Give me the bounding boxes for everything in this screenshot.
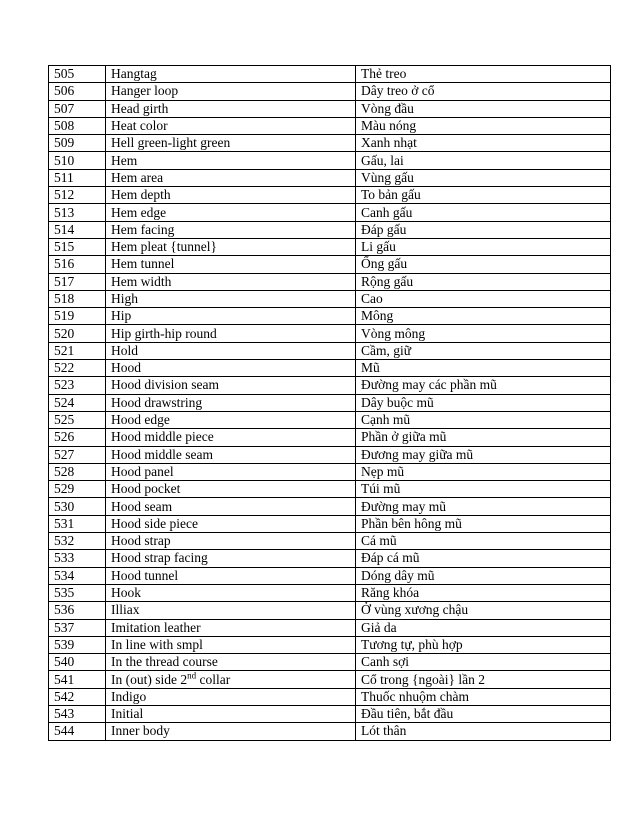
table-row <box>49 567 611 584</box>
english-term: Hem tunnel <box>106 256 356 273</box>
term-number: 544 <box>49 723 106 740</box>
english-term-text: In (out) side 2 <box>111 671 188 687</box>
english-term: Hell green-light green <box>106 135 356 152</box>
english-term: Hood strap <box>106 533 356 550</box>
term-number: 519 <box>49 308 106 325</box>
english-term: Hem <box>106 152 356 169</box>
english-term: Indigo <box>106 688 356 705</box>
table-row <box>49 204 611 221</box>
table-row <box>49 723 611 740</box>
table-row <box>49 515 611 532</box>
term-number: 517 <box>49 273 106 290</box>
term-number: 539 <box>49 636 106 653</box>
vietnamese-term: Gấu, lai <box>356 152 611 169</box>
term-number: 536 <box>49 602 106 619</box>
term-number: 542 <box>49 688 106 705</box>
term-number: 513 <box>49 204 106 221</box>
table-row <box>49 325 611 342</box>
english-term: Hem width <box>106 273 356 290</box>
term-number: 529 <box>49 481 106 498</box>
vietnamese-term: Vòng mông <box>356 325 611 342</box>
english-term: In the thread course <box>106 654 356 671</box>
english-term: Hem facing <box>106 221 356 238</box>
vietnamese-term: Lót thân <box>356 723 611 740</box>
english-term: Hood tunnel <box>106 567 356 584</box>
english-term: Hold <box>106 342 356 359</box>
english-term: Hip girth-hip round <box>106 325 356 342</box>
vietnamese-term: Rộng gấu <box>356 273 611 290</box>
vietnamese-term: Dây treo ở cổ <box>356 83 611 100</box>
table-row <box>49 636 611 653</box>
table-row <box>49 498 611 515</box>
english-term-text-after: collar <box>196 671 231 687</box>
vietnamese-term: Màu nóng <box>356 117 611 134</box>
table-row <box>49 83 611 100</box>
table-row <box>49 238 611 255</box>
vietnamese-term: Phần bên hông mũ <box>356 515 611 532</box>
vietnamese-term: To bản gấu <box>356 187 611 204</box>
table-row <box>49 135 611 152</box>
vietnamese-term: Nẹp mũ <box>356 463 611 480</box>
table-row <box>49 273 611 290</box>
english-term: Hem depth <box>106 187 356 204</box>
english-term: Hood edge <box>106 411 356 428</box>
table-row <box>49 584 611 601</box>
term-number: 520 <box>49 325 106 342</box>
term-number: 510 <box>49 152 106 169</box>
english-term: Hangtag <box>106 66 356 83</box>
table-row <box>49 117 611 134</box>
vietnamese-term: Đương may giữa mũ <box>356 446 611 463</box>
vietnamese-term: Xanh nhạt <box>356 135 611 152</box>
term-number: 541 <box>49 671 106 688</box>
english-term: Inner body <box>106 723 356 740</box>
table-row <box>49 411 611 428</box>
term-number: 518 <box>49 290 106 307</box>
vietnamese-term: Ống gấu <box>356 256 611 273</box>
vietnamese-term: Tương tự, phù hợp <box>356 636 611 653</box>
table-row <box>49 290 611 307</box>
table-row <box>49 377 611 394</box>
term-number: 515 <box>49 238 106 255</box>
table-row <box>49 688 611 705</box>
table-row <box>49 256 611 273</box>
table-row <box>49 100 611 117</box>
vietnamese-term: Vòng đầu <box>356 100 611 117</box>
english-term: Imitation leather <box>106 619 356 636</box>
term-number: 543 <box>49 705 106 722</box>
english-term: Hood division seam <box>106 377 356 394</box>
table-row <box>49 481 611 498</box>
table-row <box>49 308 611 325</box>
term-number: 534 <box>49 567 106 584</box>
vietnamese-term: Cạnh mũ <box>356 411 611 428</box>
vietnamese-term: Cổ trong {ngoài} lần 2 <box>356 671 611 688</box>
vietnamese-term: Đường may các phần mũ <box>356 377 611 394</box>
term-number: 532 <box>49 533 106 550</box>
table-row <box>49 671 611 688</box>
english-term: In line with smpl <box>106 636 356 653</box>
term-number: 530 <box>49 498 106 515</box>
english-term: Hood middle piece <box>106 429 356 446</box>
glossary-table <box>48 65 611 741</box>
vietnamese-term: Đáp cá mũ <box>356 550 611 567</box>
term-number: 524 <box>49 394 106 411</box>
vietnamese-term: Mông <box>356 308 611 325</box>
term-number: 508 <box>49 117 106 134</box>
vietnamese-term: Phần ở giữa mũ <box>356 429 611 446</box>
vietnamese-term: Li gấu <box>356 238 611 255</box>
term-number: 507 <box>49 100 106 117</box>
english-term: Hood <box>106 360 356 377</box>
table-row <box>49 533 611 550</box>
english-term: Hem pleat {tunnel} <box>106 238 356 255</box>
english-term: High <box>106 290 356 307</box>
table-row <box>49 429 611 446</box>
term-number: 531 <box>49 515 106 532</box>
vietnamese-term: Cao <box>356 290 611 307</box>
vietnamese-term: Vùng gấu <box>356 169 611 186</box>
english-term: Hanger loop <box>106 83 356 100</box>
english-term: Illiax <box>106 602 356 619</box>
term-number: 505 <box>49 66 106 83</box>
english-term: Hood panel <box>106 463 356 480</box>
table-row <box>49 221 611 238</box>
vietnamese-term: Thuốc nhuộm chàm <box>356 688 611 705</box>
term-number: 535 <box>49 584 106 601</box>
table-row <box>49 360 611 377</box>
vietnamese-term: Cá mũ <box>356 533 611 550</box>
english-term: Hem area <box>106 169 356 186</box>
vietnamese-term: Đầu tiên, bắt đầu <box>356 705 611 722</box>
vietnamese-term: Canh gấu <box>356 204 611 221</box>
term-number: 527 <box>49 446 106 463</box>
english-term: Hood side piece <box>106 515 356 532</box>
term-number: 528 <box>49 463 106 480</box>
table-row <box>49 187 611 204</box>
table-row <box>49 342 611 359</box>
term-number: 523 <box>49 377 106 394</box>
english-term: Initial <box>106 705 356 722</box>
vietnamese-term: Răng khóa <box>356 584 611 601</box>
vietnamese-term: Thẻ treo <box>356 66 611 83</box>
term-number: 509 <box>49 135 106 152</box>
table-row <box>49 463 611 480</box>
english-term: Hem edge <box>106 204 356 221</box>
english-term: Hip <box>106 308 356 325</box>
term-number: 514 <box>49 221 106 238</box>
glossary-body <box>49 66 611 741</box>
table-row <box>49 705 611 722</box>
term-number: 533 <box>49 550 106 567</box>
table-row <box>49 602 611 619</box>
table-row <box>49 66 611 83</box>
english-term: Head girth <box>106 100 356 117</box>
vietnamese-term: Đáp gấu <box>356 221 611 238</box>
vietnamese-term: Ở vùng xương chậu <box>356 602 611 619</box>
term-number: 511 <box>49 169 106 186</box>
table-row <box>49 169 611 186</box>
table-row <box>49 654 611 671</box>
term-number: 540 <box>49 654 106 671</box>
vietnamese-term: Canh sợi <box>356 654 611 671</box>
vietnamese-term: Đường may mũ <box>356 498 611 515</box>
vietnamese-term: Túi mũ <box>356 481 611 498</box>
table-row <box>49 550 611 567</box>
english-term: Hood seam <box>106 498 356 515</box>
table-row <box>49 446 611 463</box>
english-term: Hood drawstring <box>106 394 356 411</box>
vietnamese-term: Cầm, giữ <box>356 342 611 359</box>
table-row <box>49 619 611 636</box>
vietnamese-term: Giả da <box>356 619 611 636</box>
english-term: Hood pocket <box>106 481 356 498</box>
term-number: 537 <box>49 619 106 636</box>
vietnamese-term: Dây buộc mũ <box>356 394 611 411</box>
english-term <box>106 671 356 688</box>
vietnamese-term: Dóng dây mũ <box>356 567 611 584</box>
english-term: Heat color <box>106 117 356 134</box>
term-number: 525 <box>49 411 106 428</box>
english-term: Hook <box>106 584 356 601</box>
vietnamese-term: Mũ <box>356 360 611 377</box>
term-number: 506 <box>49 83 106 100</box>
term-number: 526 <box>49 429 106 446</box>
english-term: Hood middle seam <box>106 446 356 463</box>
english-term: Hood strap facing <box>106 550 356 567</box>
table-row <box>49 394 611 411</box>
table-row <box>49 152 611 169</box>
term-number: 522 <box>49 360 106 377</box>
ordinal-suffix: nd <box>187 670 197 681</box>
term-number: 516 <box>49 256 106 273</box>
term-number: 512 <box>49 187 106 204</box>
term-number: 521 <box>49 342 106 359</box>
